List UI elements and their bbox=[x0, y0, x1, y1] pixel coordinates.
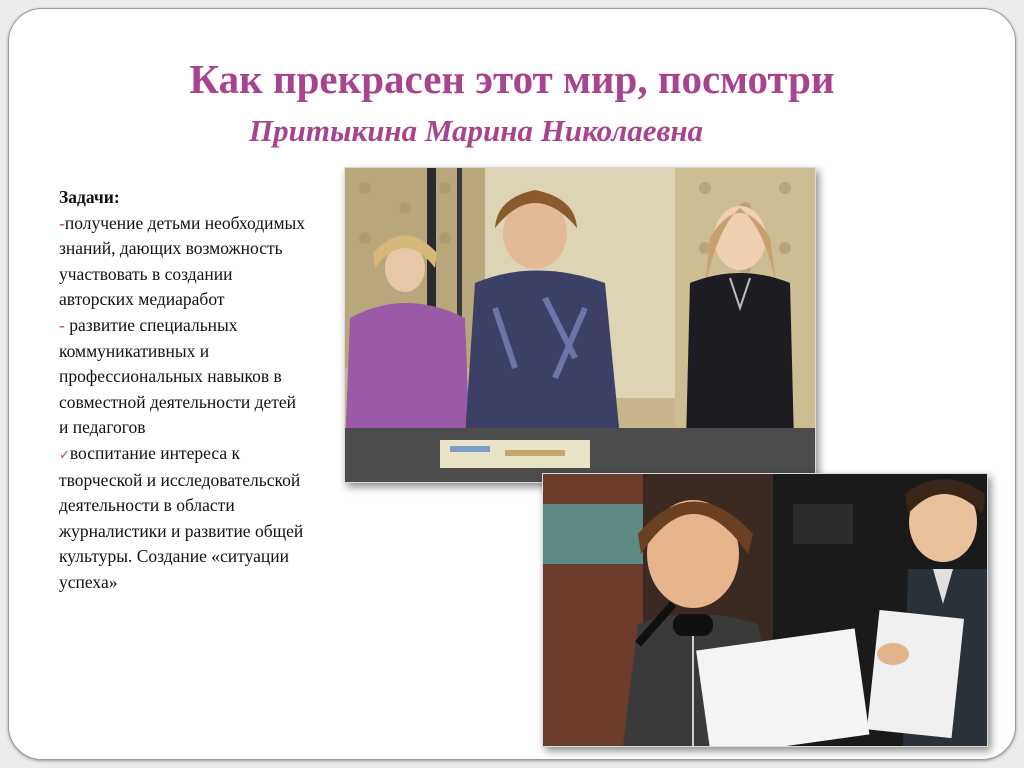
tasks-heading: Задачи: bbox=[59, 187, 120, 207]
slide-subtitle: Притыкина Марина Николаевна bbox=[249, 113, 704, 148]
task-item-1 bbox=[59, 211, 309, 313]
photo-teacher-with-children bbox=[344, 167, 816, 483]
tasks-block bbox=[59, 185, 309, 596]
photo-girl-at-microphone bbox=[542, 473, 988, 747]
slide-title: Как прекрасен этот мир, посмотри bbox=[189, 56, 835, 102]
check-icon: ✓ bbox=[59, 446, 70, 462]
dash-marker: - bbox=[59, 314, 65, 335]
slide bbox=[8, 8, 1016, 760]
dash-marker: - bbox=[59, 212, 65, 233]
task-item-1-text: получение детьми необходимых знаний, дающих возможность участвовать в создании авторских медиаработ bbox=[59, 212, 306, 310]
task-item-2-text: развитие специальных коммуникативных и профессиональных навыков в совместной деятельности детей и педагогов bbox=[59, 314, 297, 438]
task-item-2 bbox=[59, 313, 309, 441]
task-item-3-text: воспитание интереса к творческой и исследовательской деятельности в области журналистики и развитие общей культуры. Создание «ситуации успеха» bbox=[59, 442, 304, 592]
task-item-3 bbox=[59, 441, 309, 596]
